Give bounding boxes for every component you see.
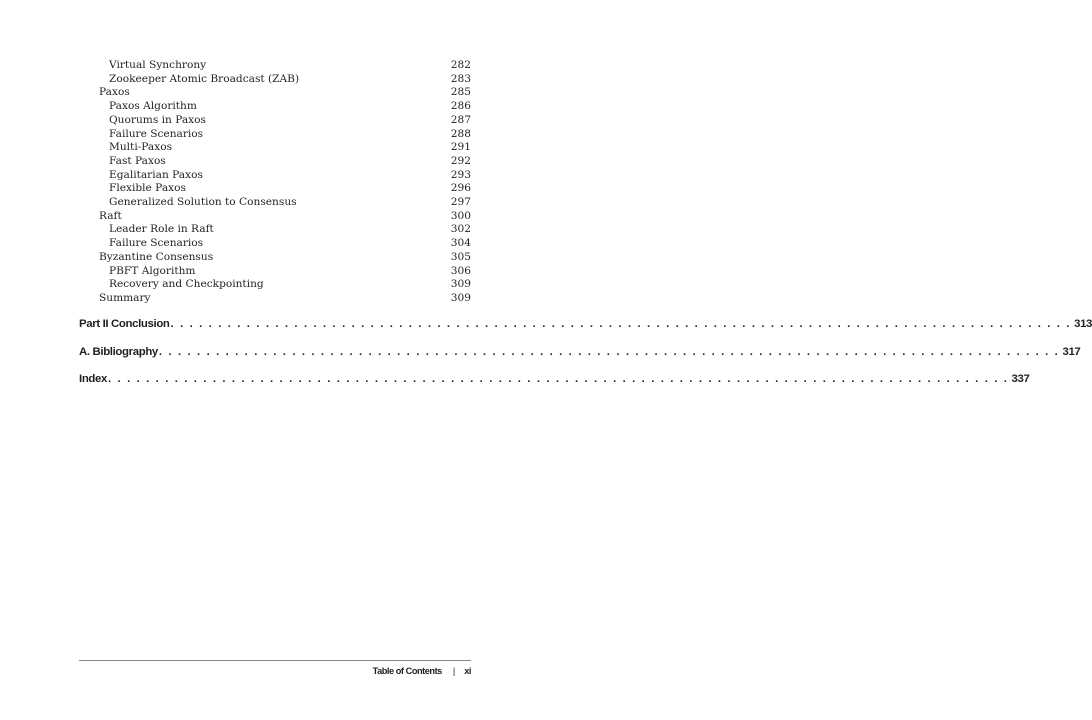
toc-entry-page: 293 (450, 168, 471, 181)
toc-entry-page: 291 (450, 141, 471, 154)
toc-entry[interactable] (0, 113, 549, 127)
toc-entry-page: 309 (450, 291, 471, 304)
toc-entry-page: 285 (450, 86, 471, 99)
toc-entry[interactable] (0, 195, 549, 209)
toc-entry[interactable] (0, 236, 549, 250)
toc-entry-page: 297 (450, 196, 471, 208)
toc-entry-page: 305 (450, 250, 471, 263)
toc-entry-page: 283 (450, 72, 471, 85)
toc-entry-title: Summary (99, 291, 151, 304)
toc-entry-title: Quorums in Paxos (109, 113, 206, 126)
toc-entry[interactable] (0, 277, 549, 291)
toc-entry-page: 282 (450, 59, 471, 71)
dot-leader: . . . . . . . . . . . . . . . . . . . . . . . . . . . . . . . . . . . . . . . . . . . . . . . . . . . . . . . . . . . . . . . . . . . . . . . . . . . . . . . . . . . . . . . . . . . . . . . (158, 346, 1060, 358)
toc-entry-page: 302 (450, 223, 471, 236)
toc-entry[interactable] (0, 127, 549, 141)
toc-entry-title: Leader Role in Raft (109, 223, 214, 236)
toc-entry[interactable] (0, 250, 549, 264)
toc-entry-title: Multi-Paxos (109, 141, 173, 154)
toc-major-page: 313 (1074, 318, 1092, 330)
toc-entry-title: Generalized Solution to Consensus (109, 196, 297, 208)
toc-entry-title: Raft (99, 209, 122, 222)
toc-entry[interactable] (0, 209, 549, 223)
toc-major-entry-part-ii-conclusion[interactable] (79, 316, 1092, 332)
toc-entry-title: Failure Scenarios (109, 237, 204, 250)
footer-divider (79, 660, 471, 661)
toc-entry[interactable] (0, 291, 549, 305)
toc-entry-title: Byzantine Consensus (99, 250, 214, 263)
toc-entry-page: 287 (450, 113, 471, 126)
toc-entry-page: 292 (450, 154, 471, 167)
dot-leader: . . . . . . . . . . . . . . . . . . . . . . . . . . . . . . . . . . . . . . . . . . . . . . . . . . . . . . . . . . . . . . . . . . . . . . . . . . . . . . . . . . . . . . . . . . . . . . . (108, 373, 1009, 385)
toc-entry[interactable] (0, 58, 549, 72)
toc-entry[interactable] (0, 222, 549, 236)
footer-page-number: xi (464, 666, 471, 676)
toc-entry-title: Recovery and Checkpointing (109, 278, 264, 291)
toc-entry-title: Zookeeper Atomic Broadcast (ZAB) (109, 72, 300, 85)
toc-major-title: Part II Conclusion (79, 318, 170, 330)
toc-major-entry-bibliography[interactable] (79, 344, 1081, 360)
toc-major-entry-index[interactable] (79, 371, 1030, 387)
toc-entry-title: Paxos Algorithm (109, 100, 197, 113)
toc-major-title: Index (79, 373, 108, 385)
toc-entry[interactable] (0, 72, 549, 86)
toc-major-title: A. Bibliography (79, 346, 158, 358)
toc-entry-page: 309 (450, 278, 471, 291)
toc-entry[interactable] (0, 168, 549, 182)
toc-entry-page: 286 (450, 100, 471, 113)
toc-entry[interactable] (0, 264, 549, 278)
page-footer (373, 664, 471, 678)
toc-entry[interactable] (0, 154, 549, 168)
toc-entry-page: 304 (450, 237, 471, 250)
toc-entry-title: Fast Paxos (109, 154, 166, 167)
toc-entry-title: Paxos (99, 86, 130, 99)
toc-entry[interactable] (0, 140, 549, 154)
toc-entry-page: 306 (450, 264, 471, 277)
toc-entry-page: 300 (450, 209, 471, 222)
dot-leader: . . . . . . . . . . . . . . . . . . . . . . . . . . . . . . . . . . . . . . . . . . . . . . . . . . . . . . . . . . . . . . . . . . . . . . . . . . . . . . . . . . . . . . . . . . . . . . . (170, 318, 1072, 330)
toc-entry-page: 288 (450, 127, 471, 140)
toc-major-page: 337 (1011, 373, 1030, 385)
toc-entry[interactable] (0, 99, 549, 113)
toc-entry-page: 296 (450, 182, 471, 195)
footer-separator: | (452, 666, 456, 676)
footer-section-title: Table of Contents (372, 666, 442, 676)
toc-entry-title: PBFT Algorithm (109, 264, 196, 277)
toc-entry-title: Flexible Paxos (109, 182, 186, 195)
toc-entry-title: Failure Scenarios (109, 127, 204, 140)
toc-entry-title: Egalitarian Paxos (109, 168, 203, 181)
toc-entry[interactable] (0, 85, 549, 99)
toc-entry[interactable] (0, 181, 549, 195)
toc-major-page: 317 (1062, 346, 1081, 358)
toc-entry-title: Virtual Synchrony (109, 59, 207, 71)
